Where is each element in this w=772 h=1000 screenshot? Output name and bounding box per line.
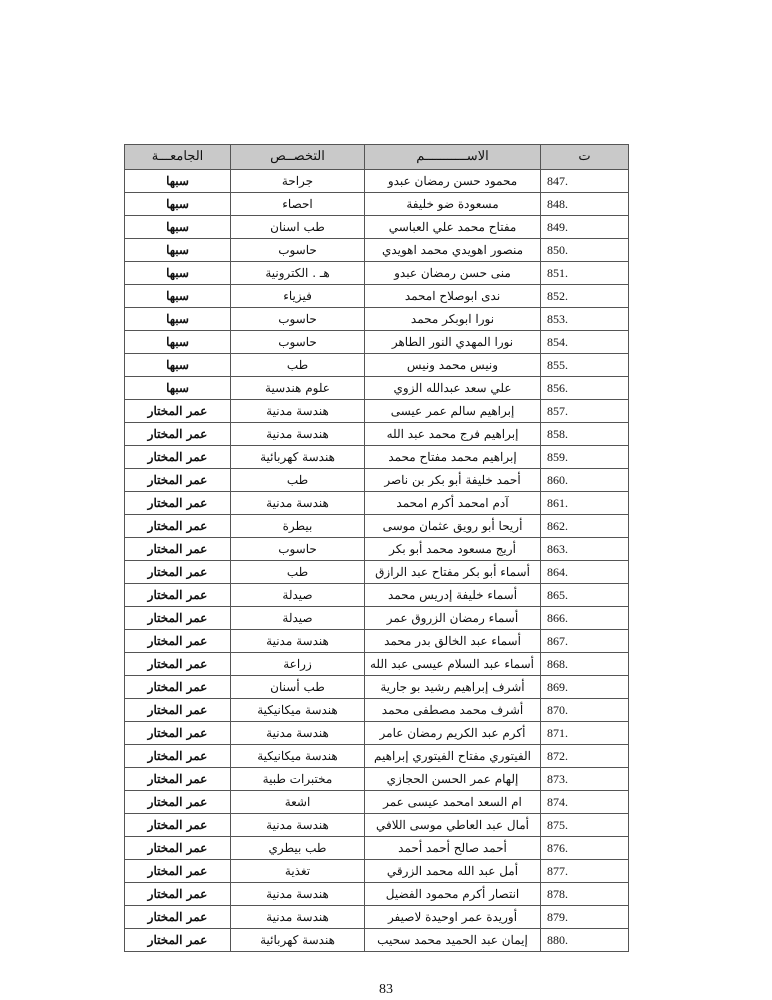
- row-university: سبها: [125, 193, 231, 216]
- row-name: آدم امحمد أكرم امحمد: [365, 492, 541, 515]
- table-row: [125, 584, 629, 607]
- row-number: 856.: [541, 377, 629, 400]
- row-university: سبها: [125, 239, 231, 262]
- row-specialty: طب أسنان: [231, 676, 365, 699]
- row-number: 862.: [541, 515, 629, 538]
- table-row: [125, 285, 629, 308]
- row-name: أسماء خليفة إدريس محمد: [365, 584, 541, 607]
- row-specialty: احصاء: [231, 193, 365, 216]
- row-number: 870.: [541, 699, 629, 722]
- student-table: [124, 144, 629, 952]
- page-number: 83: [379, 982, 393, 997]
- row-name: إلهام عمر الحسن الحجازي: [365, 768, 541, 791]
- row-name: الفيتوري مفتاح الفيتوري إبراهيم: [365, 745, 541, 768]
- row-name: أسماء رمضان الزروق عمر: [365, 607, 541, 630]
- row-number: 873.: [541, 768, 629, 791]
- row-number: 871.: [541, 722, 629, 745]
- table-row: [125, 331, 629, 354]
- row-specialty: صيدلة: [231, 607, 365, 630]
- row-university: عمر المختار: [125, 768, 231, 791]
- row-number: 866.: [541, 607, 629, 630]
- row-name: منصور اهويدي محمد اهويدي: [365, 239, 541, 262]
- row-name: إبراهيم محمد مفتاح محمد: [365, 446, 541, 469]
- row-number: 850.: [541, 239, 629, 262]
- row-specialty: علوم هندسية: [231, 377, 365, 400]
- row-name: أوريدة عمر اوحيدة لاصيفر: [365, 906, 541, 929]
- row-university: عمر المختار: [125, 584, 231, 607]
- row-specialty: زراعة: [231, 653, 365, 676]
- row-number: 849.: [541, 216, 629, 239]
- table-row: [125, 883, 629, 906]
- row-name: أشرف إبراهيم رشيد بو جارية: [365, 676, 541, 699]
- row-university: عمر المختار: [125, 676, 231, 699]
- row-name: أسماء عبد السلام عيسى عبد الله: [365, 653, 541, 676]
- row-name: إبراهيم سالم عمر عيسى: [365, 400, 541, 423]
- row-number: 878.: [541, 883, 629, 906]
- row-university: عمر المختار: [125, 883, 231, 906]
- row-university: عمر المختار: [125, 860, 231, 883]
- row-university: سبها: [125, 331, 231, 354]
- table-row: [125, 469, 629, 492]
- row-name: أريحا أبو رويق عثمان موسى: [365, 515, 541, 538]
- table-row: [125, 814, 629, 837]
- header-specialty: التخصــص: [231, 145, 365, 170]
- row-number: 852.: [541, 285, 629, 308]
- row-university: عمر المختار: [125, 538, 231, 561]
- row-specialty: هندسة كهربائية: [231, 929, 365, 952]
- row-university: عمر المختار: [125, 722, 231, 745]
- row-name: ندى ابوصلاح امحمد: [365, 285, 541, 308]
- row-specialty: بيطرة: [231, 515, 365, 538]
- row-university: سبها: [125, 285, 231, 308]
- row-specialty: هندسة مدنية: [231, 423, 365, 446]
- row-number: 858.: [541, 423, 629, 446]
- row-number: 874.: [541, 791, 629, 814]
- row-name: أسماء أبو بكر مفتاح عبد الرازق: [365, 561, 541, 584]
- row-name: ام السعد امحمد عيسى عمر: [365, 791, 541, 814]
- table-row: [125, 262, 629, 285]
- row-university: عمر المختار: [125, 791, 231, 814]
- row-specialty: طب: [231, 354, 365, 377]
- row-name: انتصار أكرم محمود الفضيل: [365, 883, 541, 906]
- row-number: 863.: [541, 538, 629, 561]
- row-specialty: طب اسنان: [231, 216, 365, 239]
- row-specialty: مختبرات طبية: [231, 768, 365, 791]
- table-row: [125, 239, 629, 262]
- row-name: أشرف محمد مصطفى محمد: [365, 699, 541, 722]
- row-university: عمر المختار: [125, 607, 231, 630]
- row-name: ونيس محمد ونيس: [365, 354, 541, 377]
- row-university: عمر المختار: [125, 630, 231, 653]
- row-name: نورا المهدي النور الطاهر: [365, 331, 541, 354]
- row-specialty: حاسوب: [231, 331, 365, 354]
- row-university: عمر المختار: [125, 469, 231, 492]
- row-specialty: هندسة مدنية: [231, 722, 365, 745]
- row-specialty: صيدلة: [231, 584, 365, 607]
- row-number: 877.: [541, 860, 629, 883]
- table-row: [125, 860, 629, 883]
- row-specialty: جراحة: [231, 170, 365, 193]
- row-university: عمر المختار: [125, 814, 231, 837]
- row-number: 853.: [541, 308, 629, 331]
- row-specialty: حاسوب: [231, 239, 365, 262]
- row-specialty: هندسة ميكانيكية: [231, 699, 365, 722]
- table-row: [125, 193, 629, 216]
- table-row: [125, 400, 629, 423]
- row-university: عمر المختار: [125, 400, 231, 423]
- table-row: [125, 446, 629, 469]
- table-row: [125, 607, 629, 630]
- row-number: 851.: [541, 262, 629, 285]
- header-name: الاســـــــــــم: [365, 145, 541, 170]
- row-specialty: هندسة كهربائية: [231, 446, 365, 469]
- row-number: 875.: [541, 814, 629, 837]
- table-row: [125, 170, 629, 193]
- row-specialty: طب: [231, 561, 365, 584]
- row-specialty: حاسوب: [231, 308, 365, 331]
- table-row: [125, 308, 629, 331]
- row-name: مفتاح محمد علي العباسي: [365, 216, 541, 239]
- row-number: 869.: [541, 676, 629, 699]
- row-number: 855.: [541, 354, 629, 377]
- row-university: سبها: [125, 377, 231, 400]
- row-number: 857.: [541, 400, 629, 423]
- row-specialty: تغذية: [231, 860, 365, 883]
- row-university: سبها: [125, 354, 231, 377]
- table-row: [125, 929, 629, 952]
- row-name: أمال عبد العاطي موسى اللافي: [365, 814, 541, 837]
- row-name: أكرم عبد الكريم رمضان عامر: [365, 722, 541, 745]
- table-row: [125, 722, 629, 745]
- row-number: 854.: [541, 331, 629, 354]
- table-row: [125, 561, 629, 584]
- row-university: عمر المختار: [125, 653, 231, 676]
- row-university: عمر المختار: [125, 745, 231, 768]
- row-number: 865.: [541, 584, 629, 607]
- table-row: [125, 699, 629, 722]
- row-name: مسعودة ضو خليفة: [365, 193, 541, 216]
- row-specialty: هندسة مدنية: [231, 400, 365, 423]
- row-number: 880.: [541, 929, 629, 952]
- row-university: عمر المختار: [125, 492, 231, 515]
- row-name: إبراهيم فرج محمد عبد الله: [365, 423, 541, 446]
- row-university: سبها: [125, 262, 231, 285]
- row-number: 859.: [541, 446, 629, 469]
- table-row: [125, 515, 629, 538]
- table-row: [125, 906, 629, 929]
- row-name: علي سعد عبدالله الزوي: [365, 377, 541, 400]
- row-number: 867.: [541, 630, 629, 653]
- row-specialty: هندسة ميكانيكية: [231, 745, 365, 768]
- row-university: عمر المختار: [125, 929, 231, 952]
- table-row: [125, 630, 629, 653]
- row-number: 872.: [541, 745, 629, 768]
- table-row: [125, 216, 629, 239]
- table-row: [125, 768, 629, 791]
- row-university: عمر المختار: [125, 906, 231, 929]
- table-row: [125, 492, 629, 515]
- table-row: [125, 837, 629, 860]
- row-number: 864.: [541, 561, 629, 584]
- row-name: منى حسن رمضان عبدو: [365, 262, 541, 285]
- row-university: عمر المختار: [125, 699, 231, 722]
- row-university: عمر المختار: [125, 446, 231, 469]
- row-name: أمل عبد الله محمد الزرقي: [365, 860, 541, 883]
- row-specialty: هندسة مدنية: [231, 883, 365, 906]
- row-university: عمر المختار: [125, 837, 231, 860]
- row-specialty: طب: [231, 469, 365, 492]
- row-name: أحمد صالح أحمد أحمد: [365, 837, 541, 860]
- table-row: [125, 538, 629, 561]
- row-number: 868.: [541, 653, 629, 676]
- row-name: إيمان عبد الحميد محمد سحيب: [365, 929, 541, 952]
- table-row: [125, 377, 629, 400]
- row-name: أريج مسعود محمد أبو بكر: [365, 538, 541, 561]
- row-specialty: هندسة مدنية: [231, 492, 365, 515]
- row-name: نورا ابوبكر محمد: [365, 308, 541, 331]
- row-number: 879.: [541, 906, 629, 929]
- row-specialty: هندسة مدنية: [231, 630, 365, 653]
- table-row: [125, 354, 629, 377]
- row-university: سبها: [125, 216, 231, 239]
- row-university: سبها: [125, 170, 231, 193]
- row-specialty: هـ . الكترونية: [231, 262, 365, 285]
- row-number: 848.: [541, 193, 629, 216]
- row-number: 847.: [541, 170, 629, 193]
- table-header-row: [125, 145, 629, 170]
- row-university: عمر المختار: [125, 423, 231, 446]
- table-row: [125, 653, 629, 676]
- row-name: أحمد خليفة أبو بكر بن ناصر: [365, 469, 541, 492]
- row-specialty: طب بيطري: [231, 837, 365, 860]
- table-row: [125, 676, 629, 699]
- table-row: [125, 791, 629, 814]
- header-number: ت: [541, 145, 629, 170]
- row-specialty: هندسة مدنية: [231, 814, 365, 837]
- row-number: 860.: [541, 469, 629, 492]
- row-specialty: اشعة: [231, 791, 365, 814]
- row-university: سبها: [125, 308, 231, 331]
- row-name: أسماء عبد الخالق بدر محمد: [365, 630, 541, 653]
- row-number: 861.: [541, 492, 629, 515]
- row-university: عمر المختار: [125, 515, 231, 538]
- table-row: [125, 745, 629, 768]
- row-specialty: هندسة مدنية: [231, 906, 365, 929]
- row-specialty: فيزياء: [231, 285, 365, 308]
- table-row: [125, 423, 629, 446]
- row-number: 876.: [541, 837, 629, 860]
- table-body: [125, 170, 629, 952]
- row-specialty: حاسوب: [231, 538, 365, 561]
- row-university: عمر المختار: [125, 561, 231, 584]
- header-university: الجامعـــة: [125, 145, 231, 170]
- row-name: محمود حسن رمضان عبدو: [365, 170, 541, 193]
